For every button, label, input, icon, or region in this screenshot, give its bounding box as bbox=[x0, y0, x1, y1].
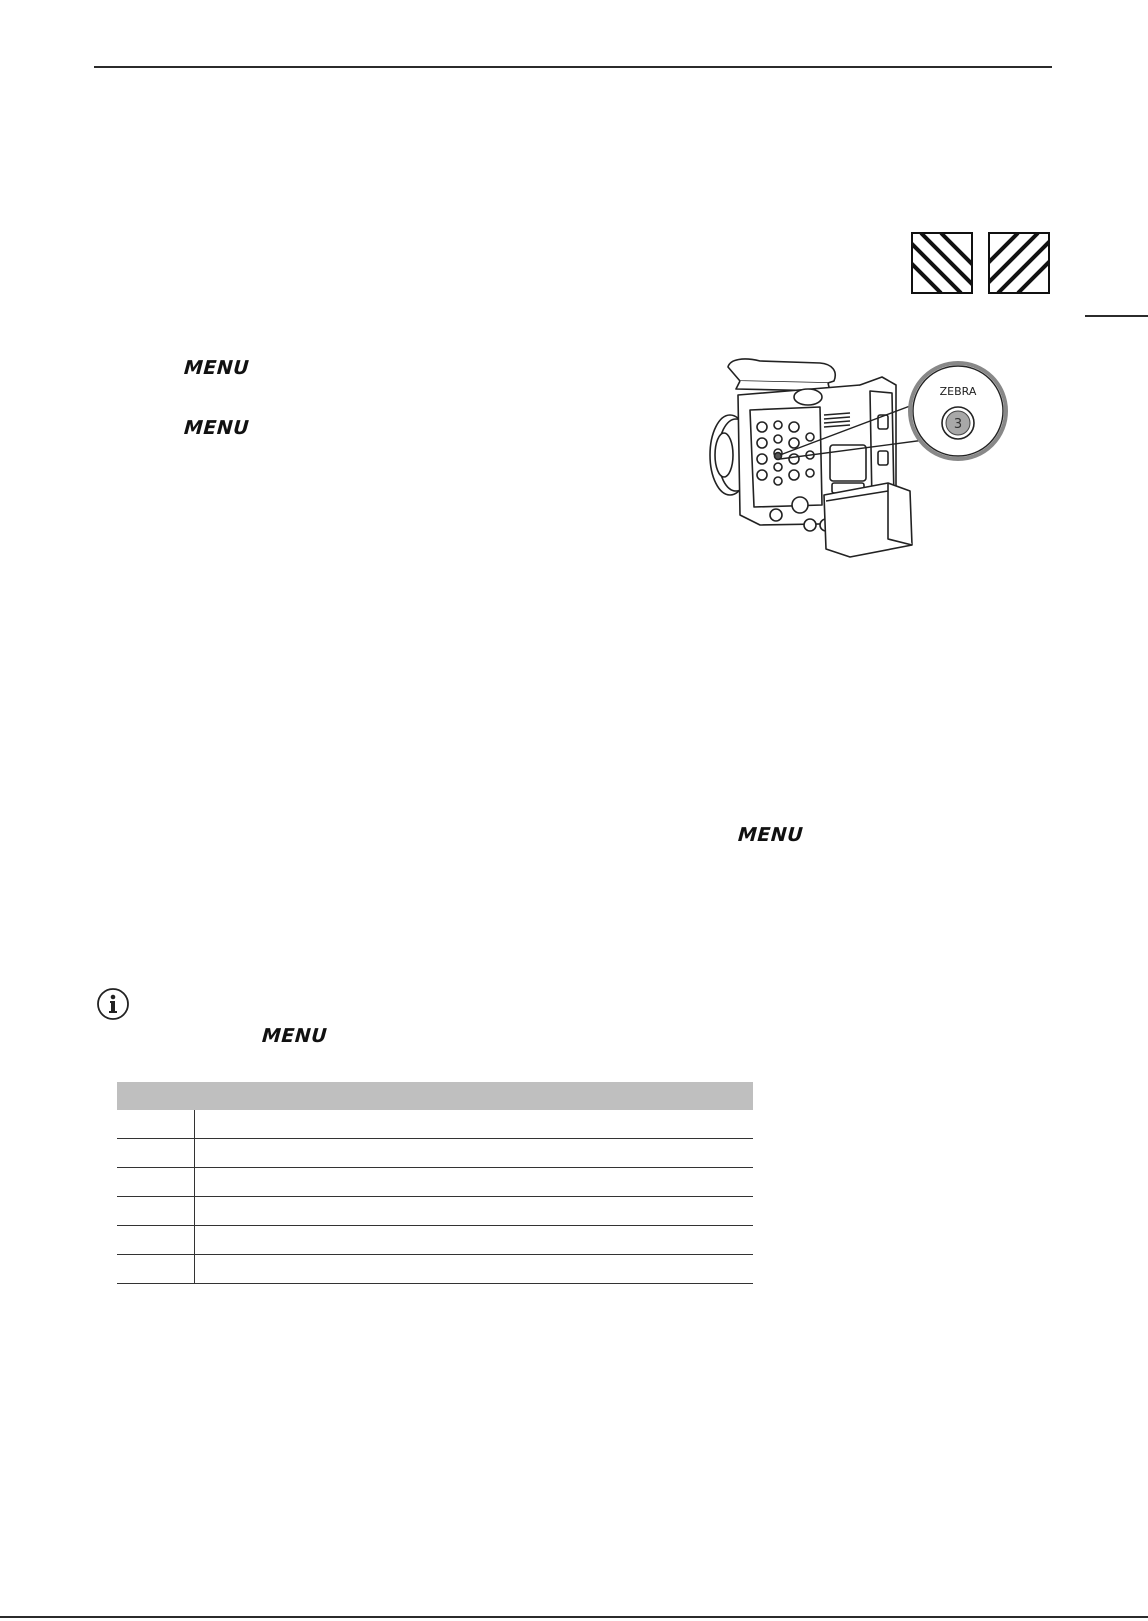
table-cell bbox=[117, 1255, 195, 1284]
table-cell bbox=[117, 1110, 195, 1139]
chapter-side-tab bbox=[1085, 315, 1148, 317]
zebra-pattern-left-diagonal-icon bbox=[911, 232, 973, 294]
table-header-row bbox=[117, 1082, 753, 1110]
table-row bbox=[117, 1168, 753, 1197]
table-cell bbox=[195, 1197, 754, 1226]
zebra-button-label: ZEBRA bbox=[939, 385, 977, 398]
table-cell bbox=[117, 1197, 195, 1226]
menu-button-glyph: MENU bbox=[261, 1025, 329, 1047]
table-cell bbox=[195, 1139, 754, 1168]
zebra-pattern-right-diagonal-icon bbox=[988, 232, 1050, 294]
table-cell bbox=[195, 1110, 754, 1139]
table-cell bbox=[195, 1168, 754, 1197]
table-row bbox=[117, 1139, 753, 1168]
menu-button-glyph: MENU bbox=[183, 417, 251, 439]
table-row bbox=[117, 1197, 753, 1226]
top-rule bbox=[94, 66, 1052, 68]
table-header-cell bbox=[195, 1082, 754, 1110]
menu-button-glyph: MENU bbox=[737, 824, 805, 846]
table-cell bbox=[195, 1226, 754, 1255]
table-row bbox=[117, 1255, 753, 1284]
table-row bbox=[117, 1226, 753, 1255]
table-header-cell bbox=[117, 1082, 195, 1110]
table-row bbox=[117, 1110, 753, 1139]
zebra-button-number: 3 bbox=[953, 417, 963, 432]
settings-table bbox=[117, 1082, 753, 1284]
table-cell bbox=[117, 1226, 195, 1255]
camera-illustration bbox=[700, 355, 1050, 570]
table-cell bbox=[117, 1168, 195, 1197]
menu-button-glyph: MENU bbox=[183, 357, 251, 379]
table-cell bbox=[195, 1255, 754, 1284]
info-icon bbox=[96, 987, 130, 1021]
bottom-rule bbox=[0, 1616, 1148, 1618]
table-cell bbox=[117, 1139, 195, 1168]
